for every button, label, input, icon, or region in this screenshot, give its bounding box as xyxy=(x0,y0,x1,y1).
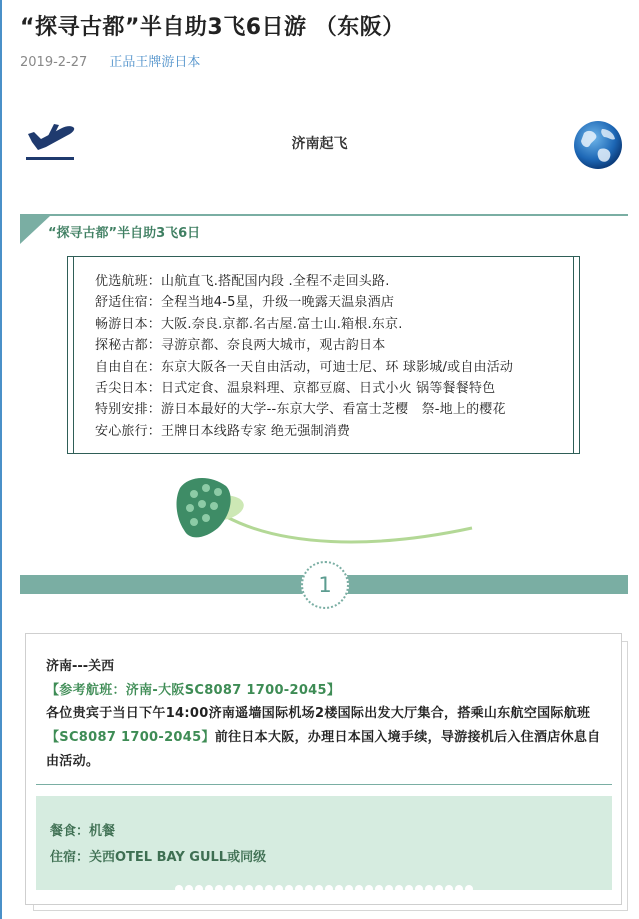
card-divider xyxy=(36,784,612,785)
publish-date: 2019-2-27 xyxy=(20,55,88,70)
scallop-dot xyxy=(325,885,333,893)
scallop-dot xyxy=(345,885,353,893)
scallop-dot xyxy=(295,885,303,893)
scallop-dot xyxy=(385,885,393,893)
day-itinerary-card xyxy=(25,633,622,905)
scallop-dot xyxy=(255,885,263,893)
scallop-dot xyxy=(185,885,193,893)
highlight-item: 畅游日本：大阪.奈良.京都.名古屋.富士山.箱根.东京. xyxy=(95,316,403,332)
scallop-dot xyxy=(285,885,293,893)
departure-label: 济南起飞 xyxy=(291,136,348,152)
highlight-item: 舒适住宿：全程当地4-5星，升级一晚露天温泉酒店 xyxy=(95,295,395,311)
day-number-badge: 1 xyxy=(301,561,349,609)
article-title: “探寻古都”半自助3飞6日游 （东阪） xyxy=(20,15,405,40)
globe-icon xyxy=(572,119,624,171)
scallop-dot xyxy=(365,885,373,893)
highlights-box xyxy=(67,256,580,454)
scallop-dot xyxy=(205,885,213,893)
account-link[interactable]: 正品王牌游日本 xyxy=(109,55,201,70)
section-header-tab xyxy=(20,216,50,244)
scallop-dot xyxy=(195,885,203,893)
highlight-item: 舌尖日本：日式定食、温泉料理、京都豆腐、日式小火 锅等餐餐特色 xyxy=(95,381,496,397)
scallop-dot xyxy=(435,885,443,893)
scallop-dot xyxy=(175,885,183,893)
highlight-item: 特别安排：游日本最好的大学--东京大学、看富士芝樱 祭-地上的樱花 xyxy=(95,402,506,418)
day-route: 济南---关西 xyxy=(46,659,115,674)
scallop-dot xyxy=(235,885,243,893)
meals-info: 餐食：机餐 xyxy=(50,824,116,839)
scallop-dot xyxy=(445,885,453,893)
description-text-cont: 前往日本大阪，办理日本国入境手续，导游接机后入住酒店休息自由活动。 xyxy=(46,730,601,769)
scallop-dot xyxy=(355,885,363,893)
scallop-dot xyxy=(215,885,223,893)
scallop-dot xyxy=(275,885,283,893)
meals-hotel-panel xyxy=(36,796,612,890)
highlight-item: 探秘古都：寻游京都、奈良两大城市，观古韵日本 xyxy=(95,338,386,354)
scallop-dot xyxy=(265,885,273,893)
day-description xyxy=(46,702,606,774)
flight-number-highlight: 【SC8087 1700-2045】 xyxy=(46,730,215,745)
scallop-dot xyxy=(425,885,433,893)
highlight-item: 优选航班：山航直飞.搭配国内段 .全程不走回头路. xyxy=(95,274,390,289)
lotus-pod-decoration xyxy=(170,468,480,558)
scallop-dot xyxy=(415,885,423,893)
hotel-info: 住宿：关西OTEL BAY GULL或同级 xyxy=(50,850,267,865)
highlight-item: 自由自在：东京大阪各一天自由活动，可迪士尼、环 球影城/或自由活动 xyxy=(95,359,514,375)
highlights-list xyxy=(95,271,569,442)
scallop-dot xyxy=(315,885,323,893)
scalloped-edge-decoration xyxy=(174,884,474,894)
highlight-item: 安心旅行：王牌日本线路专家 绝无强制消费 xyxy=(95,423,351,439)
scallop-dot xyxy=(335,885,343,893)
scallop-dot xyxy=(405,885,413,893)
scallop-dot xyxy=(225,885,233,893)
scallop-dot xyxy=(305,885,313,893)
description-text: 各位贵宾于当日下午14:00济南遥墙国际机场2楼国际出发大厅集合，搭乘山东航空国际航班 xyxy=(46,706,591,721)
scallop-dot xyxy=(455,885,463,893)
section-header-rule xyxy=(20,214,628,216)
scallop-dot xyxy=(465,885,473,893)
product-header: “探寻古都”半自助3飞6日 xyxy=(48,226,201,241)
scallop-dot xyxy=(245,885,253,893)
scallop-dot xyxy=(375,885,383,893)
reference-flight: 【参考航班：济南-大阪SC8087 1700-2045】 xyxy=(46,683,341,698)
scallop-dot xyxy=(395,885,403,893)
article-meta xyxy=(20,51,200,70)
